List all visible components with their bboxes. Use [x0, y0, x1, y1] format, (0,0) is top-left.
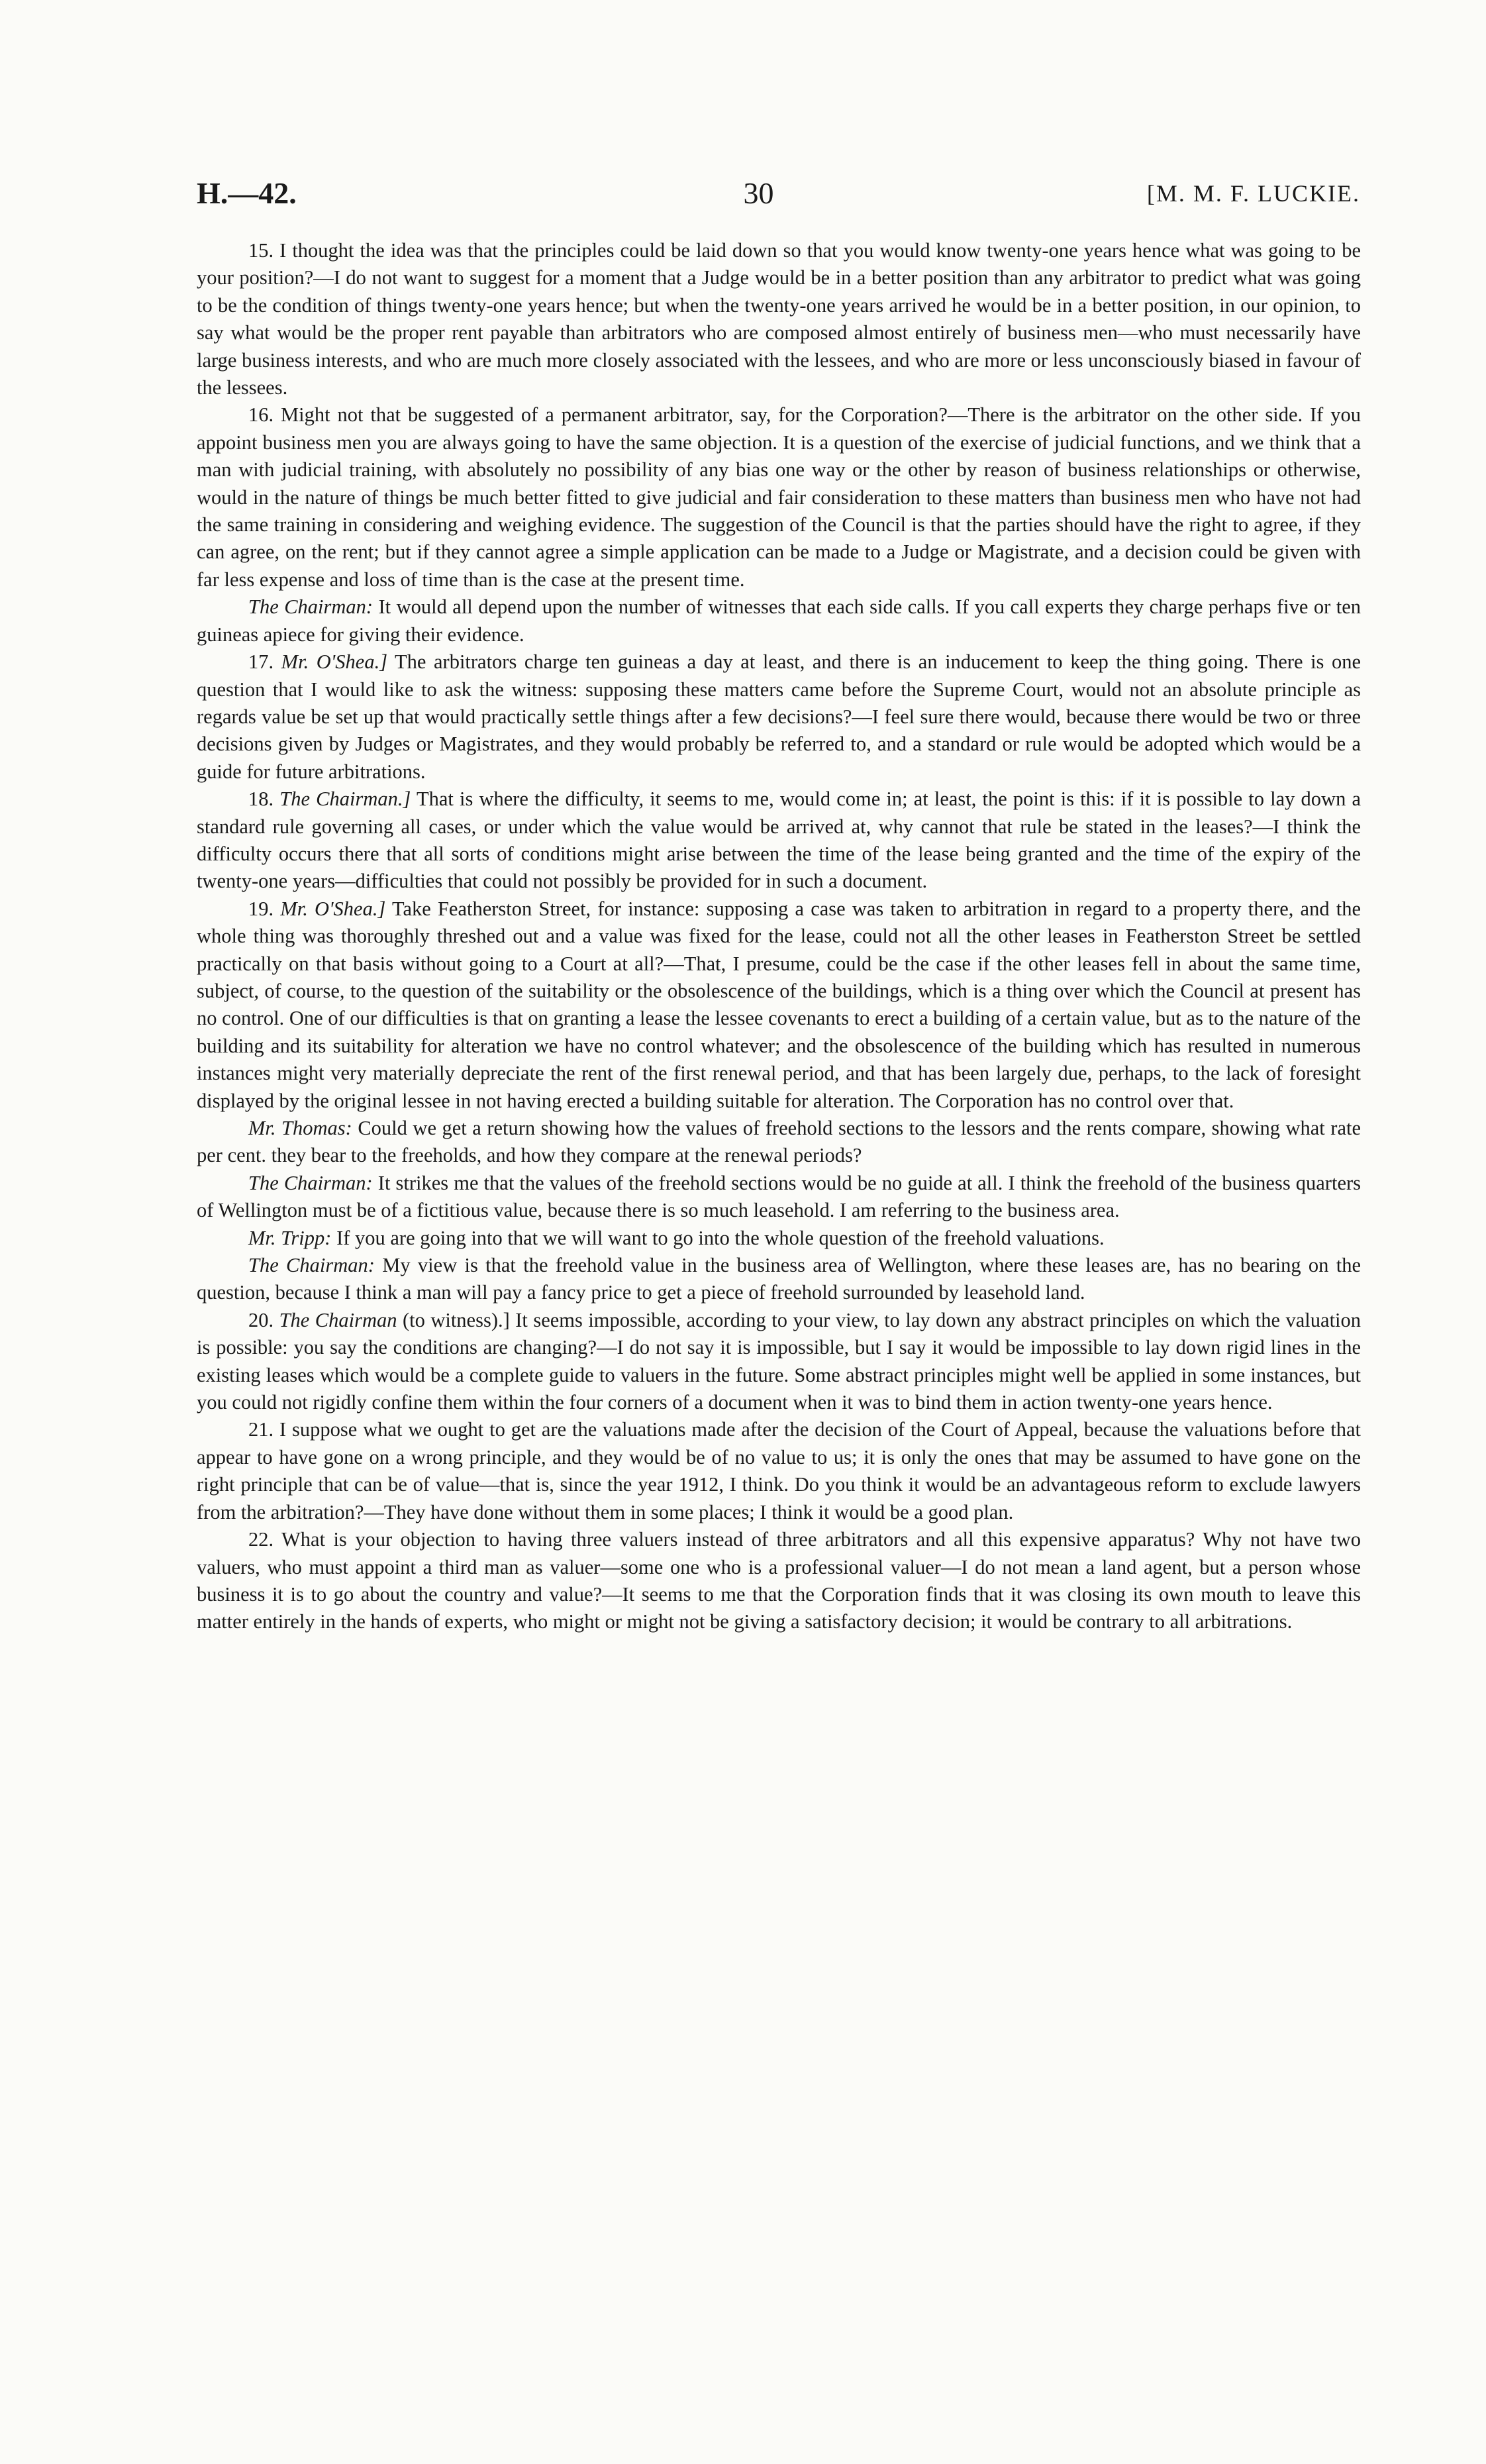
- paragraph-15: 15. I thought the idea was that the principles could be laid down so that you would know twenty-one years hence what was going to be your position?—I do not want to suggest for a moment that a Judge would be in a better position than any arbitrator to predict what was going to be the condition of things twenty-one years hence; but when the twenty-one years arrived he would be in a better position, in our opinion, to say what would be the proper rent payable than arbitrators who are composed almost entirely of business men—who must necessarily have large business interests, and who are much more closely associated with the lessees, and who are more or less unconsciously biased in favour of the lessees.: [197, 239, 1361, 399]
- paragraph-18: 18. The Chairman.] That is where the difficulty, it seems to me, would come in; at least, the point is this: if it is possible to lay down a standard rule governing all cases, or under which the value would be arrived at, why cannot that rule be stated in the leases?—I think the difficulty occurs there that all sorts of conditions might arise between the time of the lease being granted and the time of the expiry of the twenty-one years—difficulties that could not possibly be provided for in such a document.: [197, 788, 1361, 893]
- paragraph-20: 20. The Chairman (to witness).] It seems impossible, according to your view, to lay down any abstract principles on which the valuation is possible: you say the conditions are changing?—I do not say it is impossible, but I say it would be impossible to lay down rigid lines in the existing leases which would be a complete guide to valuers in the future. Some abstract principles might well be applied in some instances, but you could not rigidly confine them within the four corners of a document when it was to bind them in action twenty-one years hence.: [197, 1308, 1362, 1414]
- page-header: [197, 174, 1360, 213]
- paragraph-21: 21. I suppose what we ought to get are the valuations made after the decision of the Court of Appeal, because the valuations before that appear to have gone on a wrong principle, and they would be of no value to us; it is only the ones that may be assumed to have gone on the right principle that can be of value—that is, since the year 1912, I think. Do you think it would be an advantageous reform to exclude lawyers from the arbitration?—They have done without them in some places; I think it would be a good plan.: [197, 1418, 1361, 1523]
- chairman-remark: The Chairman: My view is that the freehold value in the business area of Wellington, where these leases are, has no bearing on the question, because I think a man will pay a fancy price to get a piece of freehold surrounded by leasehold land.: [197, 1254, 1361, 1304]
- page-number: 30: [743, 176, 774, 210]
- tripp-remark: Mr. Tripp: If you are going into that we will want to go into the whole question of the freehold valuations.: [248, 1226, 1105, 1249]
- speaker-label: Mr. Thomas:: [248, 1117, 352, 1139]
- chairman-remark: The Chairman: It strikes me that the values of the freehold sections would be no guide at all. I think the freehold of the business quarters of Wellington must be of a fictitious value, because there is so much leasehold. I am referring to the business area.: [197, 1171, 1362, 1222]
- page-body: [197, 237, 1361, 1636]
- witness-name: [M. M. F. LUCKIE.: [1146, 180, 1360, 207]
- paragraph-17: 17. Mr. O'Shea.] The arbitrators charge ten guineas a day at least, and there is an inducement to keep the thing going. There is one question that I would like to ask the witness: supposing these matters came before the Supreme Court, would not an absolute principle as regards value be set up that would practically settle things after a few decisions?—I feel sure there would, because there would be two or three decisions given by Judges or Magistrates, and they would probably be referred to, and a standard or rule would be adopted which would be a guide for future arbitrations.: [197, 650, 1361, 783]
- speaker-label: The Chairman:: [248, 1254, 375, 1277]
- paragraph-19: 19. Mr. O'Shea.] Take Featherston Street, for instance: supposing a case was taken to arbitration in regard to a property there, and the whole thing was thoroughly threshed out and a value was fixed for the lease, could not all the other leases in Featherston Street be settled practically on that basis without going to a Court at all?—That, I presume, could be the case if the other leases fell in about the same time, subject, of course, to the question of the suitability or the obsolescence of the buildings, which is a thing over which the Council at present has no control. One of our difficulties is that on granting a lease the lessee covenants to erect a building of a certain value, but as to the nature of the building and its suitability for alteration we have no control whatever; and the obsolescence of the building which has resulted in numerous instances might very materially depreciate the rent of the first renewal period, and that has been largely due, perhaps, to the lack of foresight displayed by the original lessee in not having erected a building suitable for alteration. The Corporation has no control over that.: [197, 897, 1362, 1112]
- document-code: H.—42.: [197, 176, 297, 210]
- thomas-remark: Mr. Thomas: Could we get a return showing how the values of freehold sections to the lessors and the rents compare, showing what rate per cent. they bear to the freeholds, and how they compare at the renewal periods?: [197, 1117, 1362, 1167]
- speaker-label: The Chairman:: [248, 1171, 373, 1194]
- paragraph-16: 16. Might not that be suggested of a permanent arbitrator, say, for the Corporation?—There is the arbitrator on the other side. If you appoint business men you are always going to have the same objection. It is a question of the exercise of judicial functions, and we think that a man with judicial training, with absolutely no possibility of any bias one way or the other by reason of business relationships or otherwise, would in the nature of things be much better fitted to give judicial and fair consideration to these matters than business men who have not had the same training in considering and weighing evidence. The suggestion of the Council is that the parties should have the right to agree, if they can agree, on the rent; but if they cannot agree a simple application can be made to a Judge or Magistrate, and a decision could be given with far less expense and loss of time than is the case at the present time.: [197, 403, 1361, 591]
- speaker-label: Mr. O'Shea.]: [281, 650, 388, 674]
- speaker-label: The Chairman.]: [279, 788, 411, 811]
- paragraph-22: 22. What is your objection to having three valuers instead of three arbitrators and all this expensive apparatus? Why not have two valuers, who must appoint a third man as valuer—some one who is a professional valuer—I do not mean a land agent, but a person whose business it is to go about the country and value?—It seems to me that the Corporation finds that it was closing its own mouth to leave this matter entirely in the hands of experts, who might or might not be giving a satisfactory decision; it would be contrary to all arbitrations.: [197, 1528, 1361, 1633]
- speaker-label: Mr. Tripp:: [248, 1226, 332, 1249]
- chairman-remark: The Chairman: It would all depend upon the number of witnesses that each side calls. If you call experts they charge perhaps five or ten guineas apiece for giving their evidence.: [197, 595, 1361, 646]
- speaker-label: The Chairman:: [248, 595, 373, 619]
- speaker-label: The Chairman: [279, 1308, 397, 1331]
- speaker-label: Mr. O'Shea.]: [280, 897, 386, 920]
